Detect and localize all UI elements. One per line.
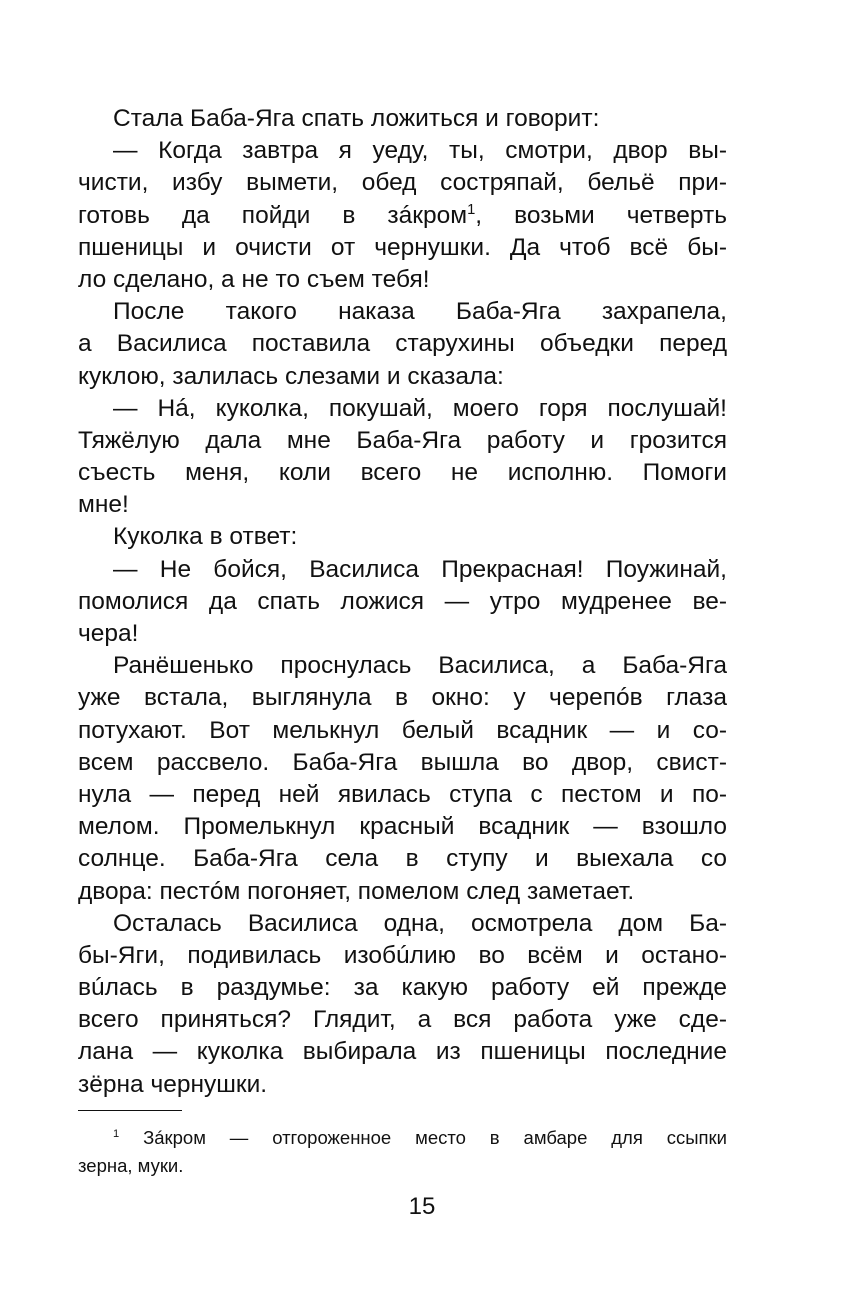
- text-line: лана — куколка выбирала из пшеницы последние: [78, 1038, 727, 1066]
- text-line: зёрна чернушки.: [78, 1070, 268, 1098]
- text-line: чера!: [78, 620, 139, 647]
- text-line: Куколка в ответ:: [113, 523, 298, 551]
- text-line: съесть меня, коли всего не исполню. Помоги: [78, 459, 727, 487]
- text-line: пшеницы и очисти от чернушки. Да чтоб всё бы-: [78, 233, 727, 261]
- text-line: Осталась Василиса одна, осмотрела дом Ба-: [113, 909, 727, 937]
- footnote-reference: 1: [467, 201, 476, 218]
- footnote-text-2: зерна, муки.: [78, 1155, 184, 1176]
- text-line: После такого наказа Баба-Яга захрапела,: [113, 298, 727, 326]
- footnote-divider: [78, 1110, 182, 1111]
- text-line: бы-Яги, подивилась изобúлию во всём и остано-: [78, 941, 727, 969]
- footnote-line: [78, 1152, 727, 1180]
- text-line: чисти, избу вымети, обед состряпай, бельё при-: [78, 169, 727, 197]
- text-line: — Нá, куколка, покушай, моего горя послушай!: [113, 394, 727, 422]
- text-line: всем рассвело. Баба-Яга вышла во двор, свист-: [78, 748, 727, 776]
- text-line: потухают. Вот мелькнул белый всадник — и со-: [78, 716, 727, 744]
- text-line: мелом. Промелькнул красный всадник — взошло: [78, 813, 727, 841]
- footnote-marker: 1: [113, 1127, 120, 1140]
- text-line: уже встала, выглянула в окно: у черепóв глаза: [78, 684, 727, 712]
- footnote: [78, 1124, 727, 1180]
- text-line: солнце. Баба-Яга села в ступу и выехала со: [78, 845, 727, 873]
- text-line: ло сделано, а не то съем тебя!: [78, 265, 430, 293]
- text-line: — Не бойся, Василиса Прекрасная! Поужинай,: [113, 555, 727, 583]
- main-text: [78, 103, 727, 1101]
- text-line: двора: пестóм погоняет, помелом след заметает.: [78, 877, 635, 905]
- text-line: Стала Баба-Яга спать ложиться и говорит:: [113, 105, 600, 132]
- text-line: вúлась в раздумье: за какую работу ей прежде: [78, 974, 727, 1002]
- footnote-line: [78, 1124, 727, 1152]
- page-number: 15: [408, 1193, 436, 1220]
- text-line: а Василиса поставила старухины объедки перед: [78, 330, 727, 358]
- footnote-text-1: Зáкром — отгороженное место в амбаре для ссыпки: [143, 1127, 727, 1148]
- text-line: Тяжёлую дала мне Баба-Яга работу и грозится: [78, 426, 727, 454]
- text-line: нула — перед ней явилась ступа с пестом и по-: [78, 780, 727, 808]
- text-line: помолися да спать ложися — утро мудренее ве-: [78, 587, 727, 615]
- text-line: — Когда завтра я уеду, ты, смотри, двор вы-: [113, 137, 727, 165]
- text-line: куклою, залилась слезами и сказала:: [78, 362, 504, 390]
- text-line: готовь да пойди в зáкром$^1$, возьми четверть: [78, 201, 727, 229]
- text-line: всего приняться? Глядит, а вся работа уже сде-: [78, 1006, 727, 1034]
- text-line: мне!: [78, 491, 129, 519]
- text-line: Ранёшенько проснулась Василиса, а Баба-Яга: [113, 652, 727, 680]
